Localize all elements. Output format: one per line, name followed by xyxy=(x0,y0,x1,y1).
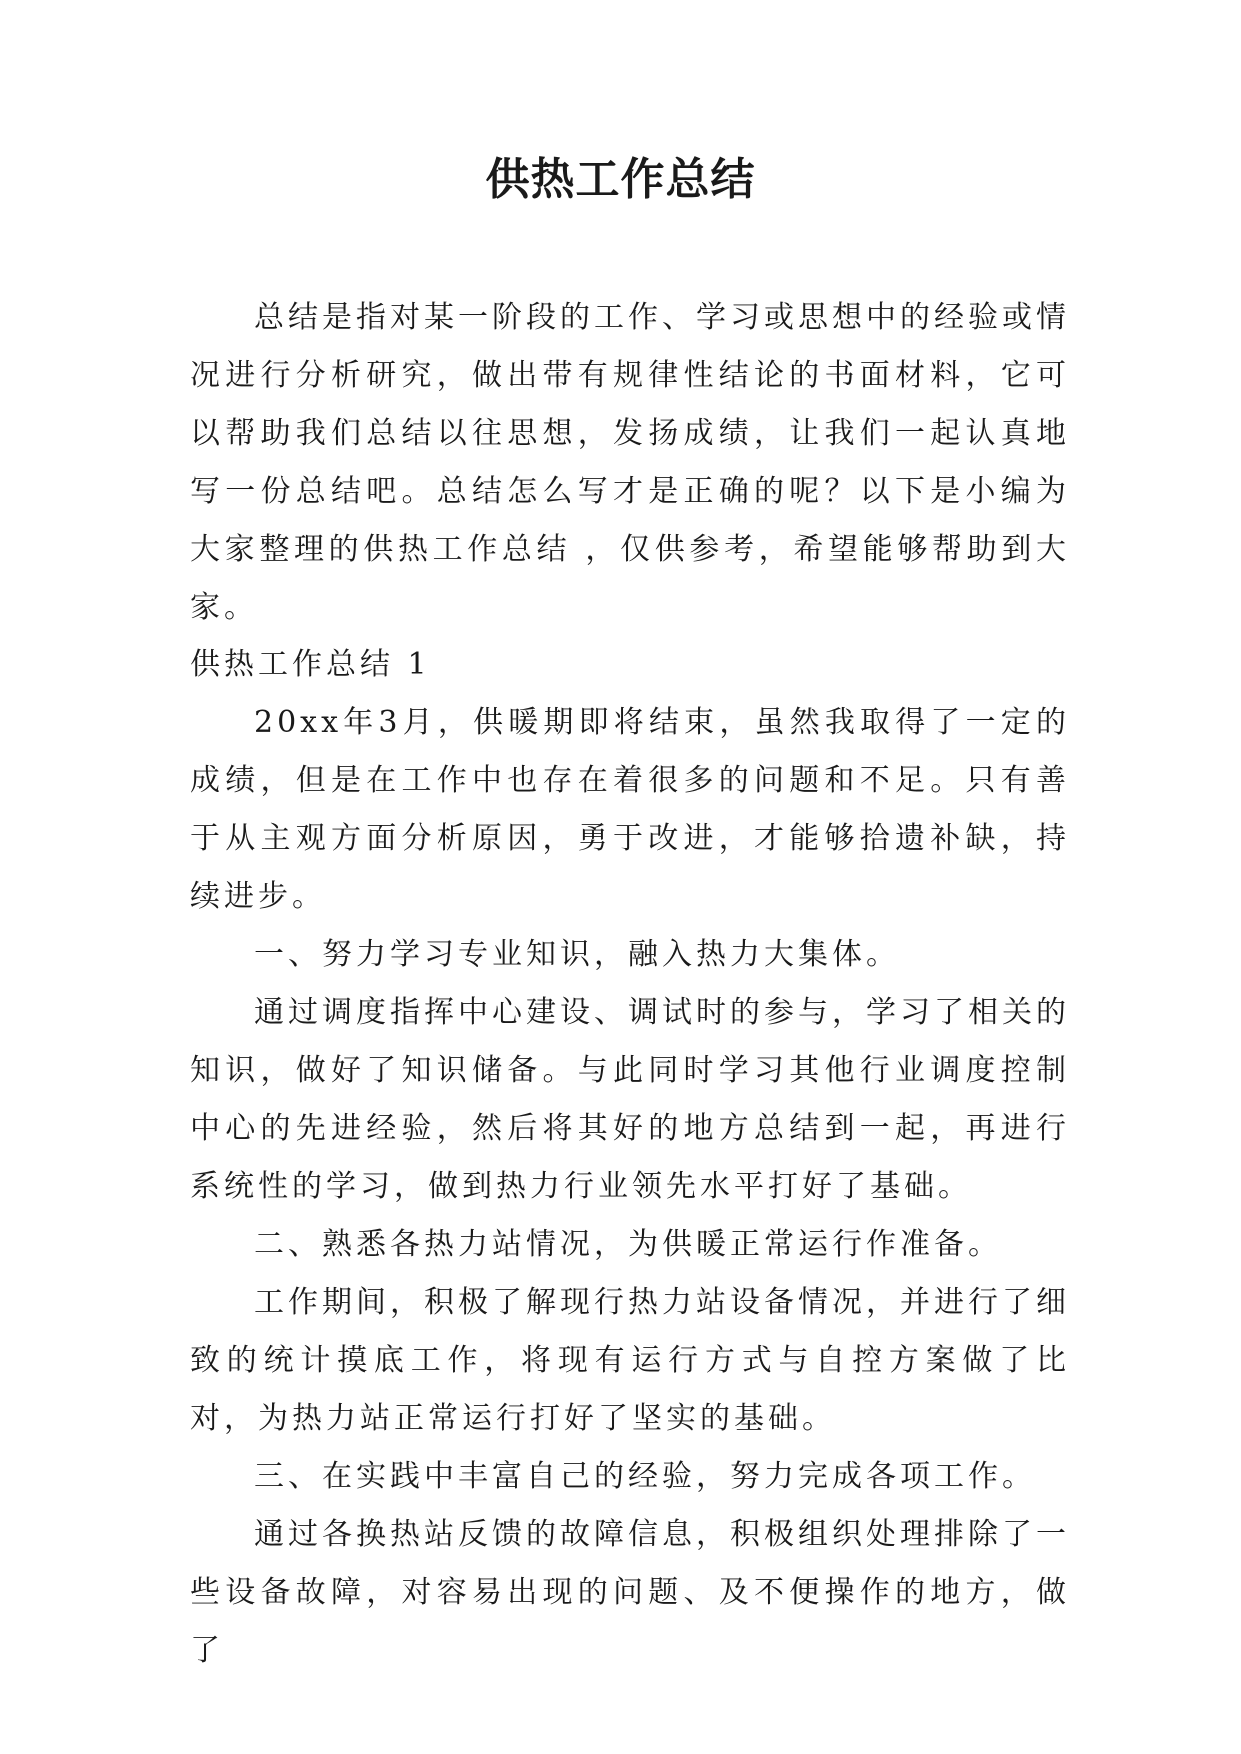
subheading-3: 三、在实践中丰富自己的经验，努力完成各项工作。 xyxy=(254,1459,1036,1494)
intro-block xyxy=(190,289,1070,637)
subheading-2: 二、熟悉各热力站情况，为供暖正常运行作准备。 xyxy=(254,1227,1002,1262)
body-paragraph: 工作期间，积极了解现行热力站设备情况，并进行了细致的统计摸底工作，将现有运行方式与自控方案做了比对，为热力站正常运行打好了坚实的基础。 xyxy=(190,1285,1070,1436)
body-paragraph: 通过调度指挥中心建设、调试时的参与，学习了相关的知识，做好了知识储备。与此同时学习其他行业调度控制中心的先进经验，然后将其好的地方总结到一起，再进行系统性的学习，做到热力行业领先水平打好了基础。 xyxy=(190,995,1070,1204)
document-title: 供热工作总结 xyxy=(485,154,756,205)
subheading-1: 一、努力学习专业知识，融入热力大集体。 xyxy=(254,937,900,972)
section-1 xyxy=(190,636,1070,1680)
body-paragraph: 通过各换热站反馈的故障信息，积极组织处理排除了一些设备故障，对容易出现的问题、及不便操作的地方，做了 xyxy=(190,1517,1070,1668)
intro-paragraph: 总结是指对某一阶段的工作、学习或思想中的经验或情况进行分析研究，做出带有规律性结论的书面材料，它可以帮助我们总结以往思想，发扬成绩，让我们一起认真地写一份总结吧。总结怎么写才是正确的呢？以下是小编为大家整理的供热工作总结 ，仅供参考，希望能够帮助到大家。 xyxy=(190,300,1070,625)
section-heading: 供热工作总结 1 xyxy=(190,647,431,682)
body-paragraph: 20xx年3月，供暖期即将结束，虽然我取得了一定的成绩，但是在工作中也存在着很多的问题和不足。只有善于从主观方面分析原因，勇于改进，才能够拾遗补缺，持续进步。 xyxy=(190,705,1070,914)
